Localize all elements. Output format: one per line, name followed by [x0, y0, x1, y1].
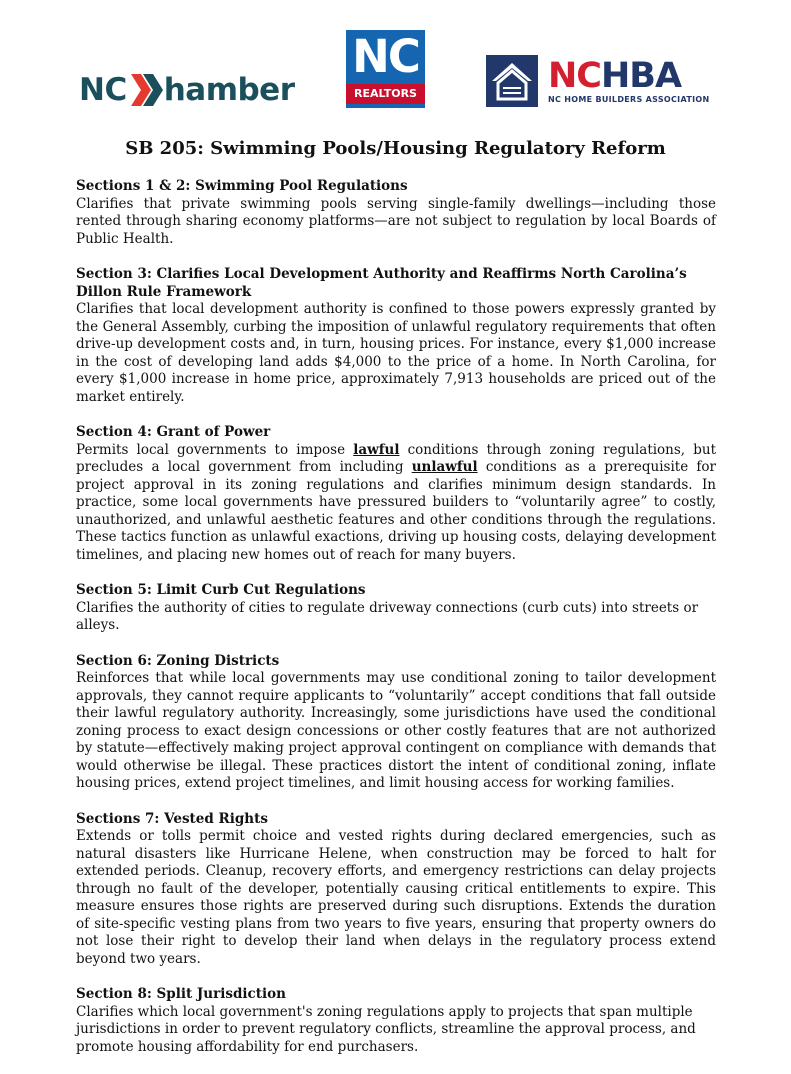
- section-1-2: [76, 178, 716, 248]
- section-6: [76, 653, 716, 793]
- nchba-logo: [486, 53, 709, 108]
- emphasis-lawful: lawful: [353, 441, 400, 458]
- hba-logo-subtitle: NC HOME BUILDERS ASSOCIATION: [548, 95, 710, 104]
- hba-logo-hba: HBA: [600, 56, 682, 96]
- realtors-logo-word: REALTORS: [346, 84, 425, 104]
- section-heading: Sections 7: Vested Rights: [76, 810, 268, 827]
- section-3: [76, 266, 716, 406]
- chamber-logo-nc: NC: [79, 72, 127, 108]
- section-5: [76, 582, 716, 635]
- chamber-chevron-icon: [131, 72, 163, 108]
- section-body: Clarifies the authority of cities to regulate driveway connections (curb cuts) into streets or alleys.: [76, 599, 699, 633]
- section-heading: Sections 1 & 2: Swimming Pool Regulations: [76, 178, 408, 194]
- section-heading: Section 5: Limit Curb Cut Regulations: [76, 582, 366, 598]
- chamber-logo-word: hamber: [163, 72, 295, 108]
- realtors-logo-nc: NC: [352, 30, 419, 83]
- body-text: conditions through zoning regulations, but precludes a local government from including: [76, 441, 716, 475]
- document-body: [76, 178, 716, 1074]
- section-heading: Section 3: Clarifies Local Development Authority and Reaffirms North Carolina’s Dillon Rule Framework: [76, 266, 687, 300]
- section-7: [76, 811, 716, 969]
- section-body: Clarifies that local development authority is confined to those powers expressly granted by the General Assembly, curbing the imposition of unlawful regulatory requirements that often drive-up development costs and, in turn, housing prices. For instance, every $1,000 increase in the cost of developing land adds $4,000 to the price of a home. In North Carolina, for every $1,000 increase in home price, approximately 7,913 households are priced out of the market entirely.: [76, 301, 716, 405]
- section-heading: Section 4: Grant of Power: [76, 424, 271, 440]
- body-text: Permits local governments to impose: [76, 441, 354, 458]
- section-body: Extends or tolls permit choice and vested rights during declared emergencies, such as natural disasters like Hurricane Helene, when construction may be forced to halt for extended periods. Cleanup, recovery efforts, and emergency restrictions can delay projects through no fault of the developer, potentially causing critical entitlements to expire. This measure ensures those rights are preserved during such disruptions. Extends the duration of site-specific vesting plans from two years to five years, ensuring that property owners do not lose their right to develop their land when delays in the regulatory process extend beyond two years.: [76, 828, 716, 967]
- nc-chamber-logo: [79, 70, 295, 110]
- section-body: Clarifies that private swimming pools serving single-family dwellings—including those rented through sharing economy platforms—are not subject to regulation by local Boards of Public Health.: [76, 195, 716, 247]
- document-title: SB 205: Swimming Pools/Housing Regulatory Reform: [125, 138, 666, 159]
- emphasis-unlawful: unlawful: [411, 459, 478, 475]
- section-body: Clarifies which local government's zoning regulations apply to projects that span multiple jurisdictions in order to prevent regulatory conflicts, streamline the approval process, and promote housing affordability for end purchasers.: [76, 1003, 696, 1055]
- section-8: [76, 986, 716, 1056]
- logo-bar: [0, 0, 791, 120]
- section-body: [76, 442, 716, 565]
- section-4: [76, 424, 716, 564]
- section-heading: Section 8: Split Jurisdiction: [76, 986, 286, 1002]
- hba-logo-nc: NC: [548, 56, 601, 96]
- section-body: Reinforces that while local governments may use conditional zoning to tailor development approvals, they cannot require applicants to “voluntarily” accept conditions that fall outside their lawful regulatory authority. Increasingly, some jurisdictions have used the conditional zoning process to exact design concessions or other costly features that are not authorized by statute—effectively making project approval contingent on compliance with demands that would otherwise be illegal. These practices distort the intent of conditional zoning, inflate housing prices, extend project timelines, and limit housing access for working families.: [76, 670, 716, 791]
- section-heading: Section 6: Zoning Districts: [76, 652, 280, 669]
- body-text: conditions as a prerequisite for project approval in its zoning regulations and clarifies minimum design standards. In practice, some local governments have pressured builders to “voluntarily agree” to costly, unauthorized, and unlawful aesthetic features and other conditions through the regulations. These tactics function as unlawful exactions, driving up housing costs, delaying development timelines, and placing new homes out of reach for many buyers.: [76, 459, 716, 563]
- nc-realtors-logo: [346, 30, 425, 108]
- house-icon: [486, 55, 538, 107]
